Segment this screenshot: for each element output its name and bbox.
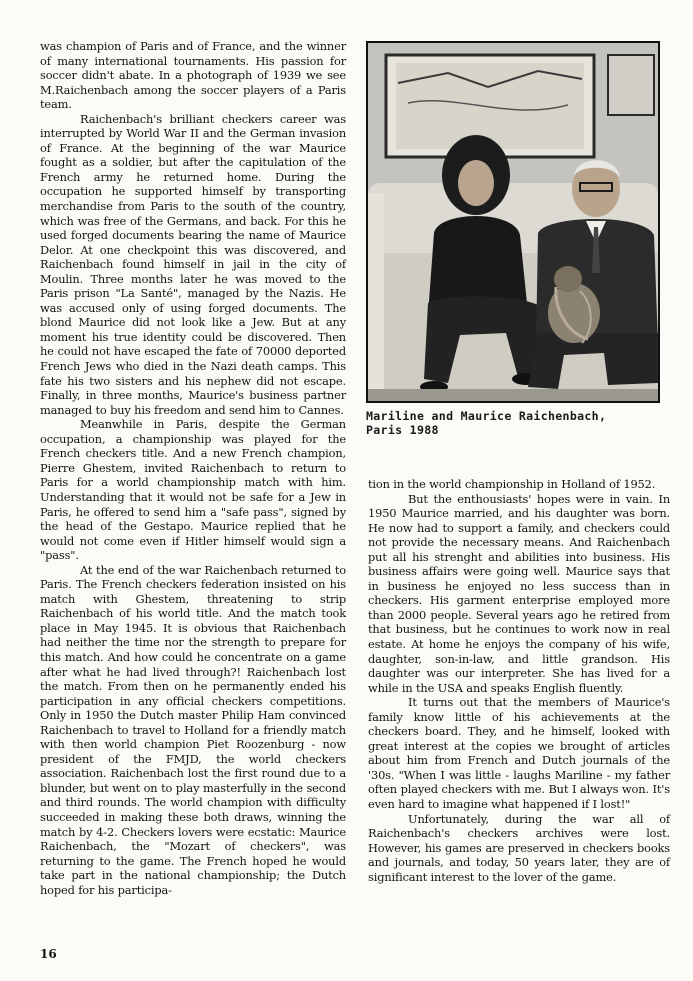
- paragraph: Unfortunately, during the war all of Raichenbach's checkers archives were lost. However, his games are preserved in checkers books and journals, and today, 50 years later, they are of significant interest to the lover of the game.: [368, 811, 670, 884]
- page-number: 16: [40, 947, 57, 961]
- caption-line: Mariline and Maurice Raichenbach,: [366, 409, 607, 423]
- paragraph: Raichenbach's brilliant checkers career was interrupted by World War II and the German invasion of France. At the beginning of the war Maurice fought as a soldier, but after the capitulation of the French army he returned home. During the occupation he supported himself by transporting merchandise from Paris to the south of the country, which was free of the Germans, and back. For this he used forged documents bearing the name of Maurice Delor. At one checkpoint this was discovered, and Raichenbach found himself in jail in the city of Moulin. Three months later he was moved to the Paris prison "La Santé", managed by the Nazis. He was accused only of using forged documents. The blond Maurice did not look like a Jew. But at any moment his true identity could be discovered. Then he could not have escaped the fate of 70000 deported French Jews who died in the Nazi death camps. This fate his two sisters and his nephew did not escape. Finally, in three months, Maurice's business partner managed to buy his freedom and send him to Cannes.: [40, 111, 346, 417]
- paragraph: was champion of Paris and of France, and the winner of many international tournaments. His passion for soccer didn't abate. In a photograph of 1939 we see M.Raichenbach among the soccer players of a Paris team.: [40, 39, 346, 112]
- article-right-column: [368, 477, 670, 884]
- paragraph: Meanwhile in Paris, despite the German occupation, a championship was played for the French checkers title. And a new French champion, Pierre Ghestem, invited Raichenbach to return to Paris for a world championship match with him. Understanding that it would not be safe for a Jew in Paris, he offered to send him a "safe pass", signed by the head of the Gestapo. Maurice replied that he would not come even if Hitler himself would sign a "pass".: [40, 417, 346, 563]
- paragraph: It turns out that the members of Maurice's family know little of his achievements at the checkers board. They, and he himself, looked with great interest at the copies we brought of articles about him from French and Dutch journals of the '30s. "When I was little - laughs Mariline - my father often played checkers with me. But I always won. It's even hard to imagine what happened if I lost!": [368, 695, 670, 812]
- photo-caption: [366, 409, 666, 437]
- photo-illustration: [368, 43, 658, 401]
- article-left-column: [40, 39, 346, 897]
- caption-line: Paris 1988: [366, 423, 439, 437]
- paragraph: At the end of the war Raichenbach returned to Paris. The French checkers federation insisted on his match with Ghestem, threatening to strip Raichenbach of his world title. And the match took place in May 1945. It is obvious that Raichenbach had neither the time nor the strength to prepare for this match. And how could he concentrate on a game after what he had lived through?! Raichenbach lost the match. From then on he permanently ended his participation in any official checkers competitions. Only in 1950 the Dutch master Philip Ham convinced Raichenbach to travel to Holland for a friendly match with then world champion Piet Roozenburg - now president of the FMJD, the world checkers association. Raichenbach lost the first round due to a blunder, but went on to play masterfully in the second and third rounds. The world champion with difficulty succeeded in making these both draws, winning the match by 4-2. Checkers lovers were ecstatic: Maurice Raichenbach, the "Mozart of checkers", was returning to the game. The French hoped he would take part in the national championship; the Dutch hoped for his participa-: [40, 562, 346, 897]
- photograph: [366, 41, 660, 403]
- paragraph: But the enthousiasts' hopes were in vain. In 1950 Maurice married, and his daughter was born. He now had to support a family, and checkers could not provide the necessary means. And Raichenbach put all his strenght and abilities into business. His business affairs were going well. Maurice says that in business he enjoyed no less success than in checkers. His garment enterprise employed more than 2000 people. Several years ago he retired from that business, but he continues to work now in real estate. At home he enjoys the company of his wife, daughter, son-in-law, and little grandson. His daughter was our interpreter. She has lived for a while in the USA and speaks English fluently.: [368, 491, 670, 695]
- paragraph: tion in the world championship in Holland of 1952.: [368, 477, 656, 491]
